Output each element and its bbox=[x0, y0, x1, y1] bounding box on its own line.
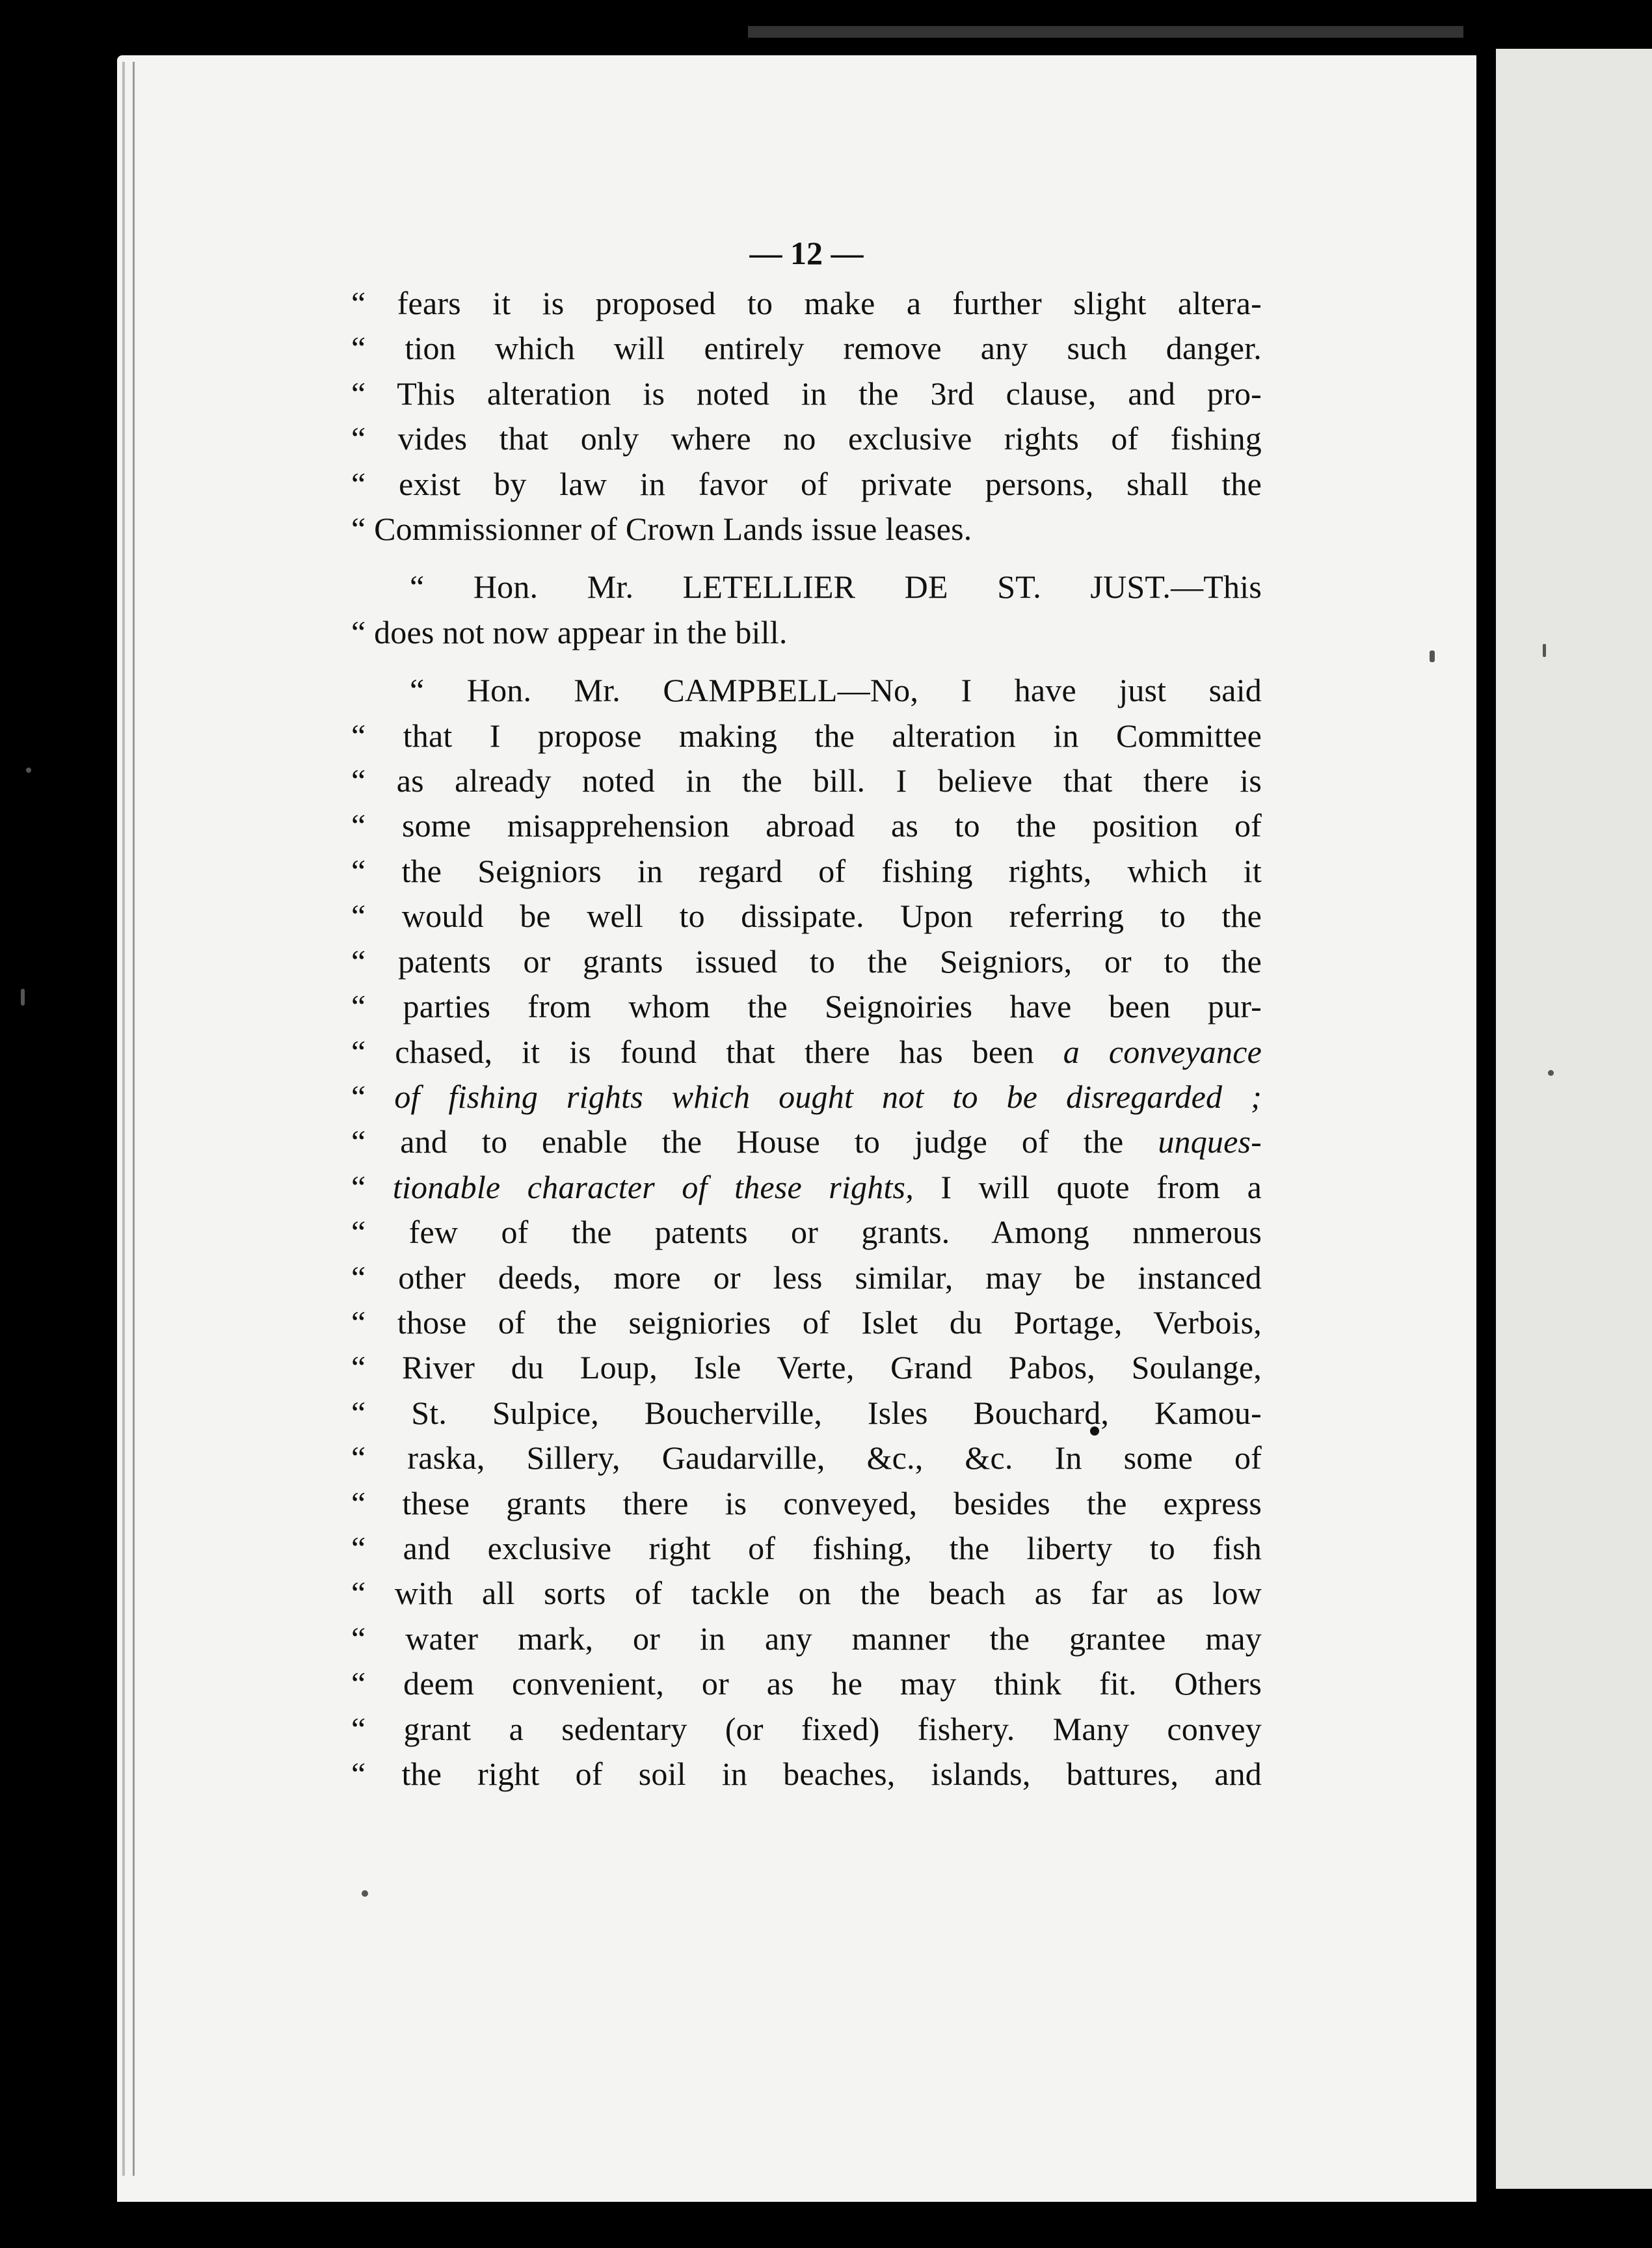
text-line: “ the Seigniors in regard of fishing rights, which it bbox=[351, 852, 1262, 889]
italic-run: tionable character of these rights, bbox=[392, 1168, 914, 1205]
page-text bbox=[351, 234, 1262, 1797]
text-line: “ as already noted in the bill. I believe that there is bbox=[351, 762, 1262, 799]
text-line: “ raska, Sillery, Gaudarville, &c., &c. In some of bbox=[351, 1439, 1262, 1477]
text-line: “ patents or grants issued to the Seigniors, or to the bbox=[351, 943, 1262, 980]
text-run: “ chased, it is found that there has been bbox=[351, 1033, 1034, 1070]
paragraph-fishing-alteration bbox=[351, 281, 1262, 552]
text-line-mixed bbox=[351, 1119, 1262, 1164]
text-run: “ and to enable the House to judge of the bbox=[351, 1123, 1124, 1160]
text-line: “ would be well to dissipate. Upon referring to the bbox=[351, 898, 1262, 935]
scan-speck bbox=[26, 768, 31, 773]
text-line: “ that I propose making the alteration in Committee bbox=[351, 717, 1262, 754]
text-line: “ River du Loup, Isle Verte, Grand Pabos, Soulange, bbox=[351, 1349, 1262, 1386]
page-stack-edge bbox=[122, 62, 135, 2176]
facing-page-edge bbox=[1496, 49, 1652, 2189]
text-line: “ few of the patents or grants. Among nnmerous bbox=[351, 1214, 1262, 1251]
text-line: “ water mark, or in any manner the grantee may bbox=[351, 1620, 1262, 1657]
text-line: “ This alteration is noted in the 3rd clause, and pro- bbox=[351, 375, 1262, 412]
text-line: “ Commissionner of Crown Lands issue leases. bbox=[351, 511, 972, 548]
text-line-mixed bbox=[351, 1075, 1262, 1119]
italic-run: of fishing rights which ought not to be disregarded ; bbox=[394, 1078, 1262, 1115]
text-line: “ and exclusive right of fishing, the liberty to fish bbox=[351, 1529, 1262, 1566]
text-run: “ bbox=[351, 1078, 366, 1115]
text-line: “ fears it is proposed to make a further slight altera- bbox=[351, 285, 1262, 321]
text-line: “ with all sorts of tackle on the beach as far as low bbox=[351, 1575, 1262, 1612]
text-line: “ grant a sedentary (or fixed) fishery. Many convey bbox=[351, 1710, 1262, 1747]
text-line: “ St. Sulpice, Boucherville, Isles Bouchard, Kamou- bbox=[351, 1394, 1262, 1431]
text-line: “ parties from whom the Seignoiries have been pur- bbox=[351, 988, 1262, 1025]
text-line: “ does not now appear in the bill. bbox=[351, 613, 788, 650]
text-line: “ tion which will entirely remove any such danger. bbox=[351, 330, 1262, 367]
text-line-mixed bbox=[351, 1030, 1262, 1075]
scan-speck bbox=[1548, 1070, 1554, 1076]
text-run: “ bbox=[351, 1168, 366, 1205]
scan-speck bbox=[1543, 644, 1546, 657]
text-line: “ deem convenient, or as he may think fit. Others bbox=[351, 1665, 1262, 1702]
text-line: “ some misapprehension abroad as to the position of bbox=[351, 807, 1262, 844]
text-line: “ these grants there is conveyed, besides the express bbox=[351, 1484, 1262, 1521]
text-line: “ Hon. Mr. CAMPBELL—No, I have just said bbox=[410, 672, 1262, 709]
paragraph-letellier bbox=[351, 565, 1262, 655]
italic-run: a conveyance bbox=[1063, 1033, 1262, 1070]
scan-top-band bbox=[748, 26, 1463, 38]
scan-speck bbox=[362, 1890, 368, 1897]
scan-speck bbox=[1430, 650, 1435, 662]
text-line: “ exist by law in favor of private persons, shall the bbox=[351, 465, 1262, 502]
page-number: — 12 — bbox=[749, 235, 864, 271]
text-line: “ other deeds, more or less similar, may be instanced bbox=[351, 1259, 1262, 1296]
text-line-mixed bbox=[351, 1165, 1262, 1210]
text-line: “ the right of soil in beaches, islands, battures, and bbox=[351, 1756, 1262, 1792]
text-run: I will quote from a bbox=[940, 1168, 1262, 1205]
paragraph-campbell bbox=[351, 668, 1262, 1797]
text-line: “ vides that only where no exclusive rights of fishing bbox=[351, 420, 1262, 457]
scan-speck bbox=[21, 989, 25, 1006]
text-line: “ those of the seigniories of Islet du Portage, Verbois, bbox=[351, 1304, 1262, 1341]
italic-run: unques- bbox=[1158, 1123, 1262, 1160]
text-line: “ Hon. Mr. LETELLIER DE ST. JUST.—This bbox=[410, 569, 1262, 606]
